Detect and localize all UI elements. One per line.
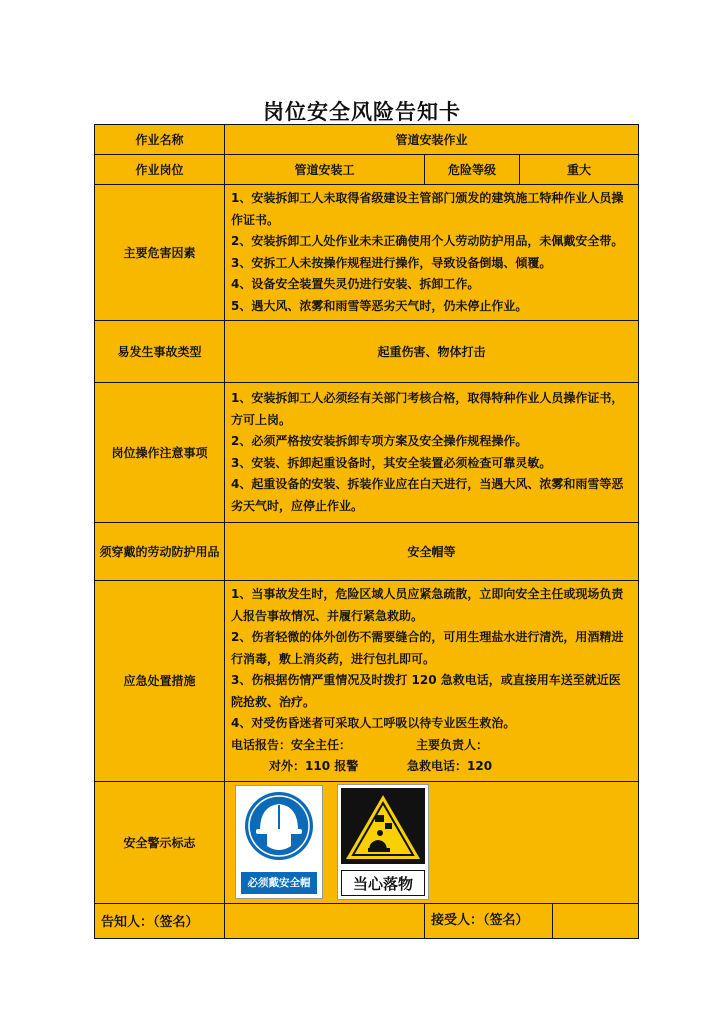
receiver-signature-field[interactable]: [553, 904, 638, 938]
emergency-item: 4、对受伤昏迷者可采取人工呼吸以待专业医生救治。: [231, 716, 516, 730]
precautions-label: 岗位操作注意事项: [95, 383, 225, 523]
precaution-item: 2、必须严格按安装拆卸专项方案及安全操作规程操作。: [231, 434, 528, 448]
receiver-signature-label: 接受人：（签名）: [425, 904, 553, 938]
row-signature: [95, 903, 639, 938]
risk-level-label: 危险等级: [425, 155, 520, 185]
hazard-item: 3、安拆工人未按操作规程进行操作，导致设备倒塌、倾覆。: [231, 255, 552, 270]
precautions-list: [225, 383, 639, 523]
row-job-name: [95, 125, 639, 155]
row-signs: [95, 781, 639, 903]
precaution-item: 3、安装、拆卸起重设备时，其安全装置必须检查可靠灵敏。: [231, 455, 552, 470]
safety-director-label: 电话报告：安全主任：: [231, 737, 352, 752]
falling-sign-caption: 当心落物: [341, 870, 425, 896]
emergency-item: 1、当事故发生时，危险区域人员应紧急疏散，立即向安全主任或现场负责人报告事故情况、并履行紧急救助。: [231, 587, 624, 623]
signs-cell: [225, 781, 639, 903]
ppe-value: 安全帽等: [225, 523, 639, 581]
hazard-item: 5、遇大风、浓雾和雨雪等恶劣天气时，仍未停止作业。: [231, 298, 528, 313]
job-post-label: 作业岗位: [95, 155, 225, 185]
row-job-post: [95, 155, 639, 185]
receiver-signature-area: [425, 903, 639, 938]
row-emergency: [95, 581, 639, 782]
contact-line-phone: [231, 756, 632, 778]
notifier-signature-label: 告知人：（签名）: [95, 903, 225, 938]
row-accident-types: [95, 321, 639, 383]
hazard-item: 1、安装拆卸工人未取得省级建设主管部门颁发的建筑施工特种作业人员操作证书。: [231, 191, 624, 227]
risk-card-table: [94, 124, 639, 939]
ppe-label: 须穿戴的劳动防护用品: [95, 523, 225, 581]
signs-label: 安全警示标志: [95, 781, 225, 903]
job-name-label: 作业名称: [95, 125, 225, 155]
accident-types-label: 易发生事故类型: [95, 321, 225, 383]
page-title: 岗位安全风险告知卡: [263, 100, 461, 124]
hazards-list: [225, 185, 639, 321]
precaution-item: 1、安装拆卸工人必须经有关部门考核合格，取得特种作业人员操作证书，方可上岗。: [231, 391, 624, 427]
hazard-item: 2、安装拆卸工人处作业未未正确使用个人劳动防护用品，未佩戴安全带。: [231, 234, 624, 248]
notifier-signature-field[interactable]: [225, 903, 425, 938]
emergency-item: 2、伤者轻微的体外创伤不需要缝合的，可用生理盐水进行清洗，用酒精进行消毒，敷上消炎药，进行包扎即可。: [231, 630, 624, 666]
helmet-sign-caption: 必须戴安全帽: [241, 872, 317, 894]
emergency-list: [225, 581, 639, 782]
job-post-value: 管道安装工: [225, 155, 425, 185]
job-name-value: 管道安装作业: [225, 125, 639, 155]
hazard-item: 4、设备安全装置失灵仍进行安装、拆卸工作。: [231, 277, 480, 291]
falling-objects-sign: [337, 784, 429, 900]
external-alarm-label: 对外：110 报警: [269, 759, 359, 773]
ambulance-label: 急救电话：120: [407, 759, 493, 773]
accident-types-value: 起重伤害、物体打击: [225, 321, 639, 383]
emergency-item: 3、伤根据伤情严重情况及时拨打 120 急救电话，或直接用车送至就近医院抢救、治疗。: [231, 673, 621, 709]
risk-level-value: 重大: [520, 155, 639, 185]
row-precautions: [95, 383, 639, 523]
contact-line-report: [231, 735, 632, 757]
row-hazards: [95, 185, 639, 321]
hazards-label: 主要危害因素: [95, 185, 225, 321]
precaution-item: 4、起重设备的安装、拆装作业应在白天进行，当遇大风、浓雾和雨雪等恶劣天气时，应停止作业。: [231, 477, 624, 513]
emergency-label: 应急处置措施: [95, 581, 225, 782]
row-ppe: [95, 523, 639, 581]
helmet-sign: [235, 785, 323, 899]
manager-label: 主要负责人：: [416, 737, 489, 752]
